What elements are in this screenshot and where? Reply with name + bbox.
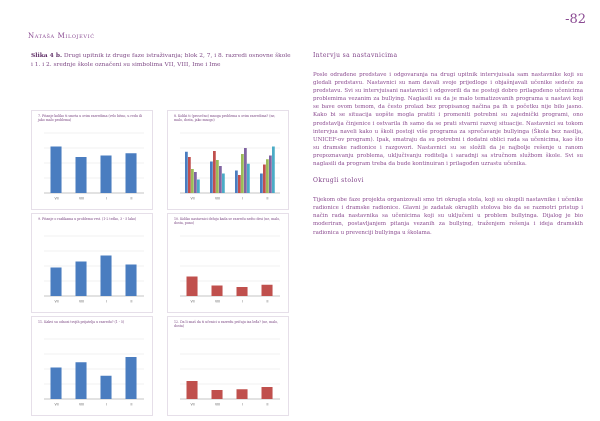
bar [237,389,248,399]
chart-card-3 [31,213,153,313]
x-tick-label: II [266,196,269,201]
bar [216,160,219,193]
x-tick-label: VII [190,196,195,201]
bar [262,387,273,399]
bar [266,159,269,193]
bar [260,174,263,194]
chart-title: 10. Koliko nastavnici deluju kada se razredu nešto desi (ne, malo, dosta, puno) [174,217,281,225]
x-tick-label: VII [54,402,59,407]
bar [187,277,198,297]
bar [238,175,241,193]
bar [222,174,225,194]
x-tick-label: II [266,402,269,407]
x-tick-label: II [130,299,133,304]
bar-chart-6 [172,337,284,407]
bar [76,157,87,193]
bar [126,265,137,297]
figure-caption [31,52,291,69]
bar [194,172,197,193]
bar [244,148,247,193]
chart-card-5 [31,316,153,416]
x-tick-label: I [242,299,243,304]
chart-title: 11. Kakvi su odnosi tvojih prijatelja u razredu? (1 - 5) [38,320,125,324]
bar-chart-4 [172,234,284,304]
bar [210,162,213,194]
x-tick-label: VII [54,299,59,304]
bar [191,169,194,193]
bar-chart-2 [172,131,284,201]
bar [51,268,62,297]
x-tick-label: II [266,299,269,304]
bar [235,171,238,194]
bar-chart-3 [36,234,148,304]
bar [212,390,223,399]
bar-chart-1 [36,131,148,201]
bar [212,286,223,297]
bar [272,147,275,194]
bar [219,166,222,193]
x-tick-label: I [242,402,243,407]
bar [263,165,266,194]
bar [247,164,250,193]
section-title-interviews: Intervju sa nastavnicima [313,52,398,59]
x-tick-label: I [242,196,243,201]
chart-card-2 [167,110,289,210]
x-tick-label: VII [54,196,59,201]
caption-label: Slika 4 b. [31,52,62,59]
bar [51,368,62,400]
page-number: -82 [565,12,586,27]
x-tick-label: VII [190,299,195,304]
chart-title: 12. Da li znaš da ti učenici u razredu pričaju iza leđa? (ne, malo, dosta) [174,320,279,328]
right-column [313,52,583,246]
bar [197,180,200,194]
bar [188,157,191,193]
bar [126,153,137,193]
bar [262,285,273,296]
x-tick-label: VIII [214,299,221,304]
bar [187,381,198,399]
x-tick-label: VIII [214,402,221,407]
x-tick-label: I [106,402,107,407]
paragraph-roundtables: Tijekom obe faze projekta organizovali smo tri okrugla stola, koji su okupili nastavnike i učenike radionice i dramske radionice. Glavni je zadatak okruglih stolova bio da se razmotri pristup i način rada nastavnika sa učenicima koji su uključeni u problem bullyinga. Dijalog je bio moderiran, postavljanjem pitanja vezanih za bullying, traženjem rešenja i ideja dramskih radionica u prevenciji bullyinga u školama. [313,197,583,236]
bar [76,362,87,399]
section-title-roundtables: Okrugli stolovi [313,177,364,185]
paragraph-interviews: Posle odrađene predstave i odgovaranja na drugi upitnik intervjuisala sam nastavnike koji su gledali predstavu. Nastavnici su nam davali svoje prijedloge i objašnjavali učenike sedeće za predstavu. Svi su intervjuisani nastavnici i odgovorili da ne postoji dobro prilagođeno učenicima problemima vezanim za bullying. Naglasili su da je malo tematizovanih programa u nastavi koji se bave ovom temom, da često prolazi bez propisanog načina pa ih u početku nije bilo jasno. Kako bi se situacija uopšte mogla pratiti i promeniti potrebni su zajednički programi, ono predstavlja činjenice i ostvarila ih samo da se prati stvarni razvoj situacije. Nastavnici su tokom intervjua naveli kako u školi postoji više programa za sprečavanje bullyinga (Škola bez nasilja, UNICEF-ov program). Ipak, smatraju da su potrebni i dodatni oblici rada sa učenicima, kao što su dramske radionice i razgovori. Nastavnici su se složili da je najbolje rešenje u ranom prepoznavanju problema, uključivanju roditelja i saradnji sa stručnom službom škole. Svi su naglasili da program treba da bude kontinuiran i prilagođen uzrastu učenika. [313,72,583,168]
x-tick-label: II [130,402,133,407]
caption-text: Drugi upitnik iz druge faze istraživanja; blok 2, 7, i 8. razredi osnovne škole i 1. i 2. srednje škole označeni su simbolima VII, VIII, Ime i Ime [31,53,291,68]
bar [237,287,248,296]
bar [213,151,216,193]
x-tick-label: VIII [78,402,85,407]
bar [101,256,112,297]
chart-title: 9. Pitanje o razlikama u problemu vrst. (1-2 teško, 3 - 5 lako) [38,217,137,221]
bar [185,152,188,193]
bar [126,357,137,399]
chart-card-4 [167,213,289,313]
x-tick-label: I [106,299,107,304]
bar [269,156,272,194]
chart-card-1 [31,110,153,210]
x-tick-label: VII [190,402,195,407]
chart-title: 8. Koliki ti (prosečno) mnoga problema u ovim razredima? (ne, malo, dosta, jako mnogo) [174,114,276,122]
bar [241,154,244,193]
bar [76,262,87,297]
bar [101,156,112,194]
chart-title: 7. Pitanje koliko ti smeta u ovim razredima (vrlo bitno, u redu ili jako malo problema) [38,114,142,122]
bar [101,376,112,399]
running-head: Nataša Milojević [28,32,95,40]
x-tick-label: VIII [214,196,221,201]
bar [51,147,62,194]
x-tick-label: I [106,196,107,201]
chart-card-6 [167,316,289,416]
bar-chart-5 [36,337,148,407]
x-tick-label: VIII [78,196,85,201]
x-tick-label: II [130,196,133,201]
x-tick-label: VIII [78,299,85,304]
